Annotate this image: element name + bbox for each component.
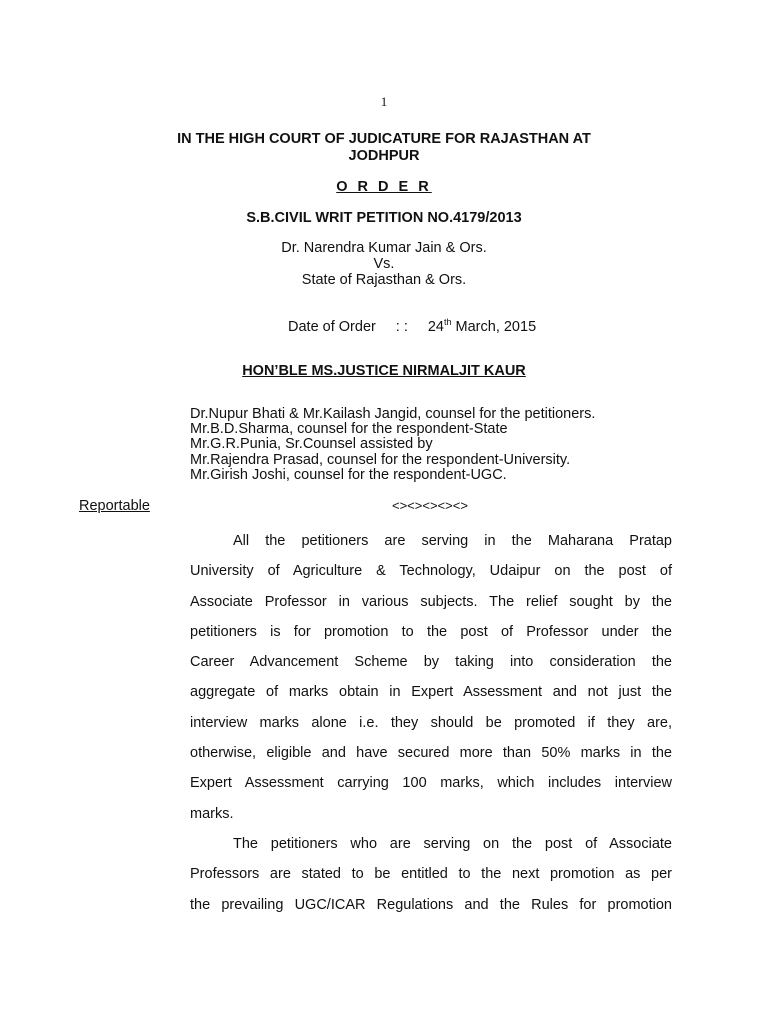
- order-date-rest: March, 2015: [451, 318, 537, 335]
- counsel-line: Mr.G.R.Punia, Sr.Counsel assisted by: [190, 436, 433, 453]
- parties: [0, 240, 768, 288]
- paragraph: [190, 829, 672, 920]
- text-line: aggregate of marks obtain in Expert Assessment and not just the: [190, 684, 672, 701]
- writ-petition-number: S.B.CIVIL WRIT PETITION NO.4179/2013: [246, 210, 522, 226]
- court-heading-line: IN THE HIGH COURT OF JUDICATURE FOR RAJASTHAN AT: [177, 131, 591, 147]
- order-date-label: Date of Order: [288, 318, 376, 335]
- text-line: interview marks alone i.e. they should be promoted if they are,: [190, 714, 672, 731]
- text-line: Associate Professor in various subjects. The relief sought by the: [190, 593, 672, 610]
- text-line: The petitioners who are serving on the post of Associate: [233, 835, 672, 852]
- text-line: University of Agriculture & Technology, Udaipur on the post of: [190, 563, 672, 580]
- court-heading-line: JODHPUR: [348, 148, 420, 164]
- order-date-day: 24: [427, 318, 444, 335]
- text-line: petitioners is for promotion to the post of Professor under the: [190, 623, 672, 640]
- text-line: Professors are stated to be entitled to the next promotion as per: [190, 866, 672, 883]
- order-date-day-suffix: th: [443, 317, 452, 327]
- court-heading: [0, 131, 768, 165]
- respondent-name: State of Rajasthan & Ors.: [301, 272, 467, 288]
- text-line: Career Advancement Scheme by taking into consideration the: [190, 654, 672, 671]
- order-body: [190, 526, 672, 920]
- counsel-line: Dr.Nupur Bhati & Mr.Kailash Jangid, counsel for the petitioners.: [190, 406, 596, 422]
- text-line: otherwise, eligible and have secured more than 50% marks in the: [190, 745, 672, 762]
- order-date-separator: : :: [395, 318, 408, 335]
- counsel-list: [190, 407, 595, 483]
- order-title: O R D E R: [336, 179, 432, 195]
- versus-label: Vs.: [373, 256, 395, 272]
- judge-name: HON’BLE MS.JUSTICE NIRMALJIT KAUR: [242, 363, 526, 379]
- counsel-line: Mr.Girish Joshi, counsel for the respondent-UGC.: [190, 466, 507, 483]
- reportable-label: Reportable: [79, 498, 150, 514]
- text-line: marks.: [190, 805, 234, 822]
- counsel-line: Mr.Rajendra Prasad, counsel for the respondent-University.: [190, 451, 571, 468]
- section-divider: <><><><><>: [392, 498, 468, 513]
- petitioner-name: Dr. Narendra Kumar Jain & Ors.: [281, 240, 487, 256]
- text-line: the prevailing UGC/ICAR Regulations and the Rules for promotion: [190, 896, 672, 913]
- paragraph: [190, 526, 672, 829]
- order-date: [288, 317, 536, 335]
- text-line: All the petitioners are serving in the Maharana Pratap: [233, 533, 672, 549]
- text-line: Expert Assessment carrying 100 marks, which includes interview: [190, 775, 672, 792]
- counsel-line: Mr.B.D.Sharma, counsel for the respondent-State: [190, 421, 508, 438]
- page-number: 1: [380, 94, 388, 109]
